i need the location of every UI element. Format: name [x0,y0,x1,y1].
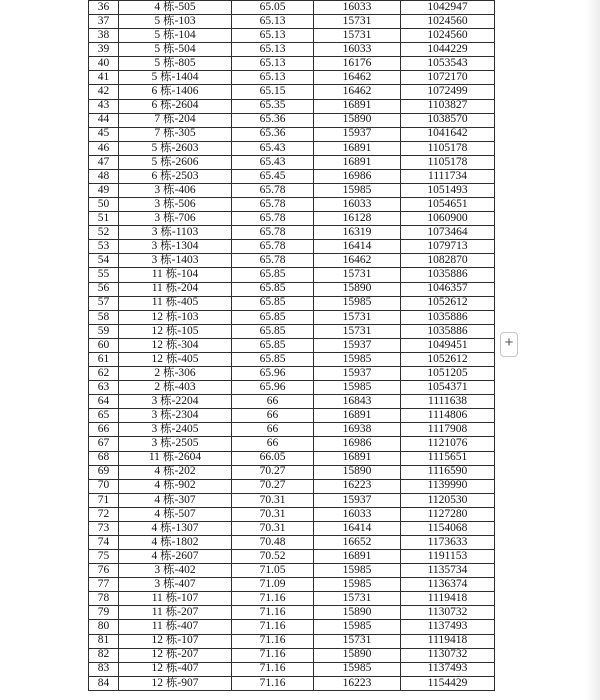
cell-row-number: 36 [89,1,119,15]
cell-unit: 4 栋-507 [119,507,232,521]
cell-area: 70.31 [232,521,314,535]
table-row [89,169,495,183]
cell-unit-price: 15985 [314,381,401,395]
cell-unit-price: 15985 [314,296,401,310]
cell-row-number: 83 [89,662,119,676]
cell-total-price: 1120530 [401,493,495,507]
cell-unit: 2 栋-403 [119,381,232,395]
cell-row-number: 71 [89,493,119,507]
cell-total-price: 1051493 [401,184,495,198]
table-row [89,395,495,409]
cell-unit-price: 16891 [314,409,401,423]
cell-area: 65.85 [232,268,314,282]
cell-unit: 5 栋-104 [119,29,232,43]
cell-area: 70.52 [232,550,314,564]
cell-area: 65.13 [232,43,314,57]
cell-area: 65.85 [232,324,314,338]
cell-total-price: 1044229 [401,43,495,57]
table-row [89,254,495,268]
cell-area: 65.15 [232,85,314,99]
cell-unit: 5 栋-1404 [119,71,232,85]
cell-area: 65.13 [232,15,314,29]
cell-row-number: 74 [89,535,119,549]
cell-total-price: 1111734 [401,169,495,183]
table-row [89,592,495,606]
cell-unit-price: 15731 [314,634,401,648]
cell-area: 65.85 [232,296,314,310]
table-row [89,507,495,521]
cell-area: 65.96 [232,381,314,395]
cell-unit-price: 15731 [314,268,401,282]
cell-unit-price: 16986 [314,169,401,183]
cell-row-number: 78 [89,592,119,606]
cell-row-number: 82 [89,648,119,662]
cell-total-price: 1051205 [401,367,495,381]
cell-total-price: 1073464 [401,226,495,240]
cell-unit-price: 15985 [314,662,401,676]
cell-unit: 12 栋-405 [119,352,232,366]
cell-total-price: 1117908 [401,423,495,437]
cell-row-number: 76 [89,564,119,578]
cell-unit: 12 栋-105 [119,324,232,338]
table-row [89,606,495,620]
cell-total-price: 1038570 [401,113,495,127]
cell-area: 65.78 [232,184,314,198]
cell-unit-price: 16223 [314,676,401,690]
cell-area: 65.36 [232,127,314,141]
table-row [89,310,495,324]
cell-unit: 3 栋-2505 [119,437,232,451]
cell-total-price: 1105178 [401,155,495,169]
cell-area: 66.05 [232,451,314,465]
cell-unit: 5 栋-2603 [119,141,232,155]
cell-unit-price: 15937 [314,493,401,507]
cell-unit: 11 栋-2604 [119,451,232,465]
cell-row-number: 45 [89,127,119,141]
cell-unit: 5 栋-805 [119,57,232,71]
cell-total-price: 1082870 [401,254,495,268]
cell-unit-price: 16128 [314,212,401,226]
cell-total-price: 1024560 [401,29,495,43]
table-row [89,1,495,15]
cell-unit-price: 16891 [314,550,401,564]
cell-row-number: 56 [89,282,119,296]
cell-unit: 3 栋-706 [119,212,232,226]
cell-unit-price: 15731 [314,592,401,606]
cell-unit-price: 15890 [314,648,401,662]
table-row [89,634,495,648]
cell-area: 65.85 [232,338,314,352]
cell-row-number: 38 [89,29,119,43]
cell-unit-price: 16891 [314,451,401,465]
cell-row-number: 44 [89,113,119,127]
cell-unit: 3 栋-506 [119,198,232,212]
cell-unit-price: 15937 [314,338,401,352]
cell-unit: 6 栋-1406 [119,85,232,99]
cell-row-number: 51 [89,212,119,226]
price-table [88,0,495,691]
cell-row-number: 55 [89,268,119,282]
cell-total-price: 1191153 [401,550,495,564]
table-row [89,648,495,662]
table-row [89,296,495,310]
cell-unit-price: 16843 [314,395,401,409]
cell-total-price: 1127280 [401,507,495,521]
cell-total-price: 1130732 [401,648,495,662]
table-row [89,282,495,296]
cell-area: 65.13 [232,57,314,71]
cell-unit: 3 栋-1103 [119,226,232,240]
table-row [89,212,495,226]
table-row [89,85,495,99]
cell-unit: 3 栋-406 [119,184,232,198]
page-edge-shadow [586,0,600,700]
cell-area: 71.16 [232,676,314,690]
cell-unit: 3 栋-1304 [119,240,232,254]
cell-area: 66 [232,395,314,409]
cell-row-number: 77 [89,578,119,592]
table-row [89,240,495,254]
cell-total-price: 1072499 [401,85,495,99]
cell-unit-price: 15731 [314,310,401,324]
table-row [89,226,495,240]
cell-area: 71.09 [232,578,314,592]
table-row [89,550,495,564]
cell-unit: 3 栋-407 [119,578,232,592]
cell-total-price: 1035886 [401,324,495,338]
table-row [89,521,495,535]
cell-total-price: 1154068 [401,521,495,535]
cell-row-number: 66 [89,423,119,437]
cell-area: 65.96 [232,367,314,381]
table-row [89,409,495,423]
cell-row-number: 81 [89,634,119,648]
cell-area: 70.27 [232,479,314,493]
cell-total-price: 1054371 [401,381,495,395]
cell-total-price: 1052612 [401,352,495,366]
table-row [89,479,495,493]
cell-unit-price: 15937 [314,127,401,141]
cell-area: 65.85 [232,310,314,324]
cell-unit-price: 16462 [314,85,401,99]
table-row [89,324,495,338]
cell-unit-price: 16462 [314,254,401,268]
cell-unit-price: 16033 [314,198,401,212]
cell-unit-price: 15731 [314,29,401,43]
table-row [89,198,495,212]
cell-unit: 2 栋-306 [119,367,232,381]
cell-area: 70.31 [232,507,314,521]
cell-unit: 11 栋-104 [119,268,232,282]
cell-unit: 3 栋-2204 [119,395,232,409]
cell-unit: 12 栋-103 [119,310,232,324]
cell-unit: 4 栋-902 [119,479,232,493]
cell-row-number: 75 [89,550,119,564]
cell-total-price: 1046357 [401,282,495,296]
cell-area: 71.16 [232,620,314,634]
table-row [89,662,495,676]
cell-area: 71.16 [232,592,314,606]
cell-total-price: 1024560 [401,15,495,29]
table-row [89,43,495,57]
table-row [89,57,495,71]
cell-unit-price: 15985 [314,620,401,634]
cell-unit-price: 15937 [314,367,401,381]
cell-unit-price: 15985 [314,578,401,592]
cell-row-number: 40 [89,57,119,71]
cell-area: 65.85 [232,352,314,366]
cell-unit-price: 15731 [314,15,401,29]
cell-unit-price: 16986 [314,437,401,451]
cell-area: 65.45 [232,169,314,183]
cell-unit-price: 15985 [314,184,401,198]
cell-unit-price: 16414 [314,521,401,535]
cell-row-number: 59 [89,324,119,338]
cell-unit-price: 15890 [314,465,401,479]
cell-row-number: 58 [89,310,119,324]
cell-unit-price: 16938 [314,423,401,437]
cell-row-number: 69 [89,465,119,479]
cell-area: 65.43 [232,141,314,155]
table-row [89,437,495,451]
cell-total-price: 1130732 [401,606,495,620]
cell-area: 71.16 [232,648,314,662]
table-row [89,29,495,43]
plus-button[interactable]: + [500,332,518,357]
table-row [89,676,495,690]
cell-row-number: 48 [89,169,119,183]
cell-unit: 7 栋-305 [119,127,232,141]
table-row [89,493,495,507]
cell-unit-price: 16891 [314,141,401,155]
cell-total-price: 1154429 [401,676,495,690]
table-row [89,423,495,437]
cell-unit: 7 栋-204 [119,113,232,127]
cell-total-price: 1049451 [401,338,495,352]
cell-unit-price: 16414 [314,240,401,254]
cell-row-number: 41 [89,71,119,85]
table-row [89,564,495,578]
cell-unit: 12 栋-907 [119,676,232,690]
cell-area: 65.35 [232,99,314,113]
cell-row-number: 84 [89,676,119,690]
cell-total-price: 1116590 [401,465,495,479]
cell-unit: 12 栋-107 [119,634,232,648]
cell-area: 65.78 [232,226,314,240]
cell-unit-price: 16223 [314,479,401,493]
cell-unit: 3 栋-1403 [119,254,232,268]
table-row [89,113,495,127]
cell-unit: 12 栋-207 [119,648,232,662]
cell-total-price: 1114806 [401,409,495,423]
cell-unit: 11 栋-405 [119,296,232,310]
cell-total-price: 1079713 [401,240,495,254]
cell-total-price: 1119418 [401,634,495,648]
cell-unit: 11 栋-107 [119,592,232,606]
cell-area: 71.16 [232,606,314,620]
cell-row-number: 39 [89,43,119,57]
cell-total-price: 1054651 [401,198,495,212]
cell-area: 65.13 [232,29,314,43]
cell-unit-price: 16891 [314,99,401,113]
cell-area: 70.31 [232,493,314,507]
cell-total-price: 1035886 [401,268,495,282]
cell-unit-price: 16462 [314,71,401,85]
cell-unit-price: 16176 [314,57,401,71]
cell-total-price: 1121076 [401,437,495,451]
cell-unit: 12 栋-304 [119,338,232,352]
table-row [89,71,495,85]
cell-total-price: 1105178 [401,141,495,155]
cell-area: 66 [232,409,314,423]
cell-unit-price: 16033 [314,43,401,57]
table-row [89,451,495,465]
cell-row-number: 73 [89,521,119,535]
cell-total-price: 1060900 [401,212,495,226]
cell-unit-price: 15890 [314,606,401,620]
cell-total-price: 1137493 [401,620,495,634]
cell-unit-price: 15890 [314,282,401,296]
cell-unit-price: 16033 [314,1,401,15]
cell-row-number: 46 [89,141,119,155]
cell-row-number: 65 [89,409,119,423]
table-row [89,535,495,549]
cell-row-number: 64 [89,395,119,409]
table-row [89,352,495,366]
table-row [89,15,495,29]
cell-total-price: 1119418 [401,592,495,606]
cell-row-number: 63 [89,381,119,395]
table-row [89,268,495,282]
cell-area: 65.78 [232,198,314,212]
table-row [89,184,495,198]
cell-unit: 4 栋-505 [119,1,232,15]
cell-unit-price: 15731 [314,324,401,338]
cell-unit: 4 栋-307 [119,493,232,507]
cell-area: 65.85 [232,282,314,296]
table-row [89,99,495,113]
cell-row-number: 72 [89,507,119,521]
cell-area: 66 [232,437,314,451]
cell-row-number: 37 [89,15,119,29]
cell-row-number: 60 [89,338,119,352]
cell-row-number: 70 [89,479,119,493]
cell-area: 65.78 [232,254,314,268]
cell-area: 71.16 [232,662,314,676]
cell-total-price: 1137493 [401,662,495,676]
table-row [89,578,495,592]
cell-total-price: 1135734 [401,564,495,578]
cell-row-number: 52 [89,226,119,240]
cell-area: 70.48 [232,535,314,549]
cell-total-price: 1173633 [401,535,495,549]
cell-row-number: 80 [89,620,119,634]
cell-unit: 11 栋-204 [119,282,232,296]
cell-row-number: 53 [89,240,119,254]
cell-unit: 4 栋-202 [119,465,232,479]
cell-unit-price: 16891 [314,155,401,169]
cell-unit-price: 15890 [314,113,401,127]
cell-unit-price: 16319 [314,226,401,240]
cell-total-price: 1115651 [401,451,495,465]
table-row [89,465,495,479]
cell-row-number: 68 [89,451,119,465]
cell-row-number: 49 [89,184,119,198]
cell-unit: 3 栋-2304 [119,409,232,423]
cell-row-number: 79 [89,606,119,620]
cell-row-number: 42 [89,85,119,99]
cell-area: 66 [232,423,314,437]
table-row [89,155,495,169]
cell-row-number: 47 [89,155,119,169]
cell-area: 65.78 [232,240,314,254]
cell-total-price: 1072170 [401,71,495,85]
cell-unit-price: 16652 [314,535,401,549]
price-table-body [89,1,495,691]
cell-unit: 3 栋-2405 [119,423,232,437]
cell-unit: 4 栋-2607 [119,550,232,564]
table-row [89,367,495,381]
cell-total-price: 1042947 [401,1,495,15]
table-row [89,620,495,634]
cell-area: 65.05 [232,1,314,15]
cell-total-price: 1052612 [401,296,495,310]
table-row [89,381,495,395]
cell-row-number: 43 [89,99,119,113]
cell-row-number: 54 [89,254,119,268]
cell-unit-price: 15985 [314,352,401,366]
cell-total-price: 1035886 [401,310,495,324]
cell-area: 71.16 [232,634,314,648]
cell-unit: 6 栋-2604 [119,99,232,113]
cell-total-price: 1053543 [401,57,495,71]
cell-row-number: 67 [89,437,119,451]
cell-row-number: 61 [89,352,119,366]
cell-total-price: 1136374 [401,578,495,592]
cell-unit: 11 栋-407 [119,620,232,634]
cell-area: 65.78 [232,212,314,226]
cell-area: 65.36 [232,113,314,127]
cell-unit-price: 15985 [314,564,401,578]
cell-total-price: 1111638 [401,395,495,409]
cell-row-number: 50 [89,198,119,212]
cell-unit: 6 栋-2503 [119,169,232,183]
cell-total-price: 1139990 [401,479,495,493]
cell-unit: 5 栋-103 [119,15,232,29]
cell-row-number: 62 [89,367,119,381]
cell-total-price: 1041642 [401,127,495,141]
cell-total-price: 1103827 [401,99,495,113]
cell-area: 71.05 [232,564,314,578]
cell-row-number: 57 [89,296,119,310]
cell-area: 65.43 [232,155,314,169]
table-row [89,338,495,352]
cell-area: 70.27 [232,465,314,479]
cell-unit-price: 16033 [314,507,401,521]
cell-area: 65.13 [232,71,314,85]
cell-unit: 4 栋-1307 [119,521,232,535]
cell-unit: 4 栋-1802 [119,535,232,549]
table-row [89,127,495,141]
table-row [89,141,495,155]
cell-unit: 12 栋-407 [119,662,232,676]
cell-unit: 11 栋-207 [119,606,232,620]
cell-unit: 5 栋-2606 [119,155,232,169]
cell-unit: 3 栋-402 [119,564,232,578]
cell-unit: 5 栋-504 [119,43,232,57]
